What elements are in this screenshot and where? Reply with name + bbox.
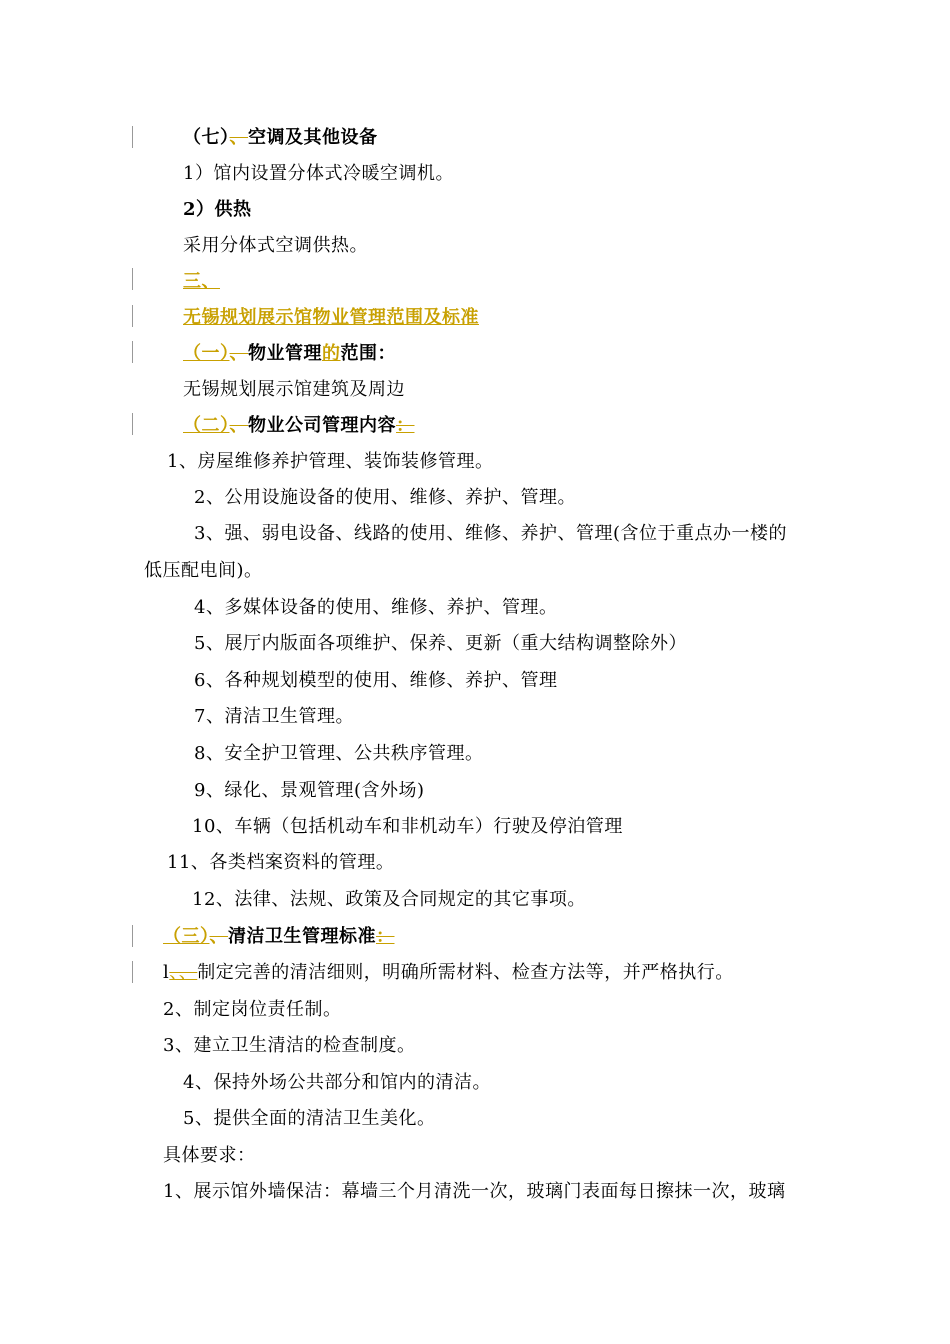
change-bar (132, 925, 133, 947)
list-item: 8、安全护卫管理、公共秩序管理。 (194, 743, 484, 764)
list-item: 3、建立卫生清洁的检查制度。 (163, 1035, 416, 1056)
list-item: 4、多媒体设备的使用、维修、养护、管理。 (194, 597, 558, 618)
list-item: 5、提供全面的清洁卫生美化。 (183, 1108, 436, 1129)
list-item: 12、法律、法规、政策及合同规定的其它事项。 (192, 889, 586, 910)
list-item: 5、展厅内版面各项维护、保养、更新（重大结构调整除外） (194, 633, 687, 654)
section-heading-7: （七）、空调及其他设备 (183, 127, 378, 148)
section-heading-1: （一）、物业管理的范围： (183, 343, 396, 364)
list-item: 11、各类档案资料的管理。 (167, 852, 395, 873)
section-heading-2: （二）、物业公司管理内容： (183, 415, 415, 436)
list-item: l、、制定完善的清洁细则，明确所需材料、检查方法等，并严格执行。 (163, 962, 734, 983)
list-item: 6、各种规划模型的使用、维修、养护、管理 (194, 670, 558, 691)
section-heading-3: （三）、清洁卫生管理标准： (163, 926, 395, 947)
list-item: 2、制定岗位责任制。 (163, 999, 342, 1020)
change-bar (132, 268, 133, 290)
list-item: 10、车辆（包括机动车和非机动车）行驶及停泊管理 (192, 816, 623, 837)
list-item: 7、清洁卫生管理。 (194, 706, 354, 727)
change-bar (132, 341, 133, 363)
change-bar (132, 305, 133, 327)
list-item: 3、强、弱电设备、线路的使用、维修、养护、管理(含位于重点办一楼的 (194, 523, 787, 544)
list-item: 4、保持外场公共部分和馆内的清洁。 (183, 1072, 491, 1093)
list-item-continuation: 低压配电间)。 (144, 560, 263, 581)
list-item: 9、绿化、景观管理(含外场) (194, 780, 425, 801)
subheading: 2）供热 (183, 199, 252, 220)
change-bar (132, 961, 133, 983)
inserted-heading-number: 三、 (183, 271, 220, 292)
list-item: 2、公用设施设备的使用、维修、养护、管理。 (194, 487, 576, 508)
list-item: 1、展示馆外墙保洁：幕墙三个月清洗一次，玻璃门表面每日擦抹一次，玻璃 (163, 1181, 786, 1202)
chapter-title: 无锡规划展示馆物业管理范围及标准 (183, 307, 479, 328)
paragraph: 无锡规划展示馆建筑及周边 (183, 379, 405, 400)
change-bar (132, 126, 133, 148)
paragraph: 具体要求： (163, 1145, 256, 1166)
list-item: 1、房屋维修养护管理、装饰装修管理。 (167, 451, 494, 472)
change-bar (132, 413, 133, 435)
paragraph: 1）馆内设置分体式冷暖空调机。 (183, 163, 454, 184)
paragraph: 采用分体式空调供热。 (183, 235, 368, 256)
